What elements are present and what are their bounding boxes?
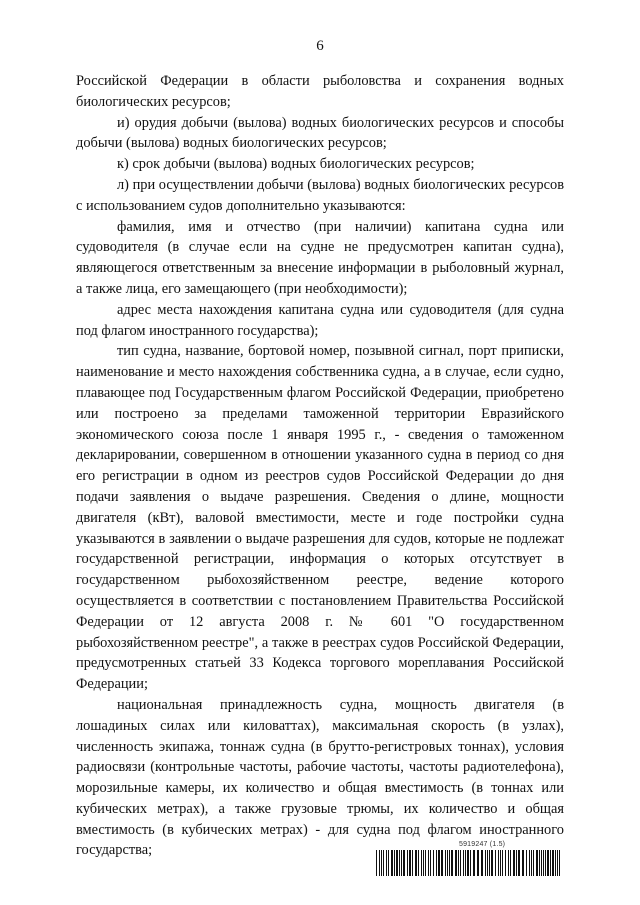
paragraph: л) при осуществлении добычи (вылова) водных биологических ресурсов с использованием судов дополнительно указываются:: [76, 176, 564, 214]
paragraph: Российской Федерации в области рыболовства и сохранения водных биологических ресурсов;: [76, 73, 564, 110]
paragraph: и) орудия добычи (вылова) водных биологических ресурсов и способы добычи (вылова) водных биологических ресурсов;: [76, 114, 564, 152]
paragraph: тип судна, название, бортовой номер, позывной сигнал, порт приписки, наименование и место нахождения собственника судна, а в случае, если судно, плавающее под Государственным флагом Российской Федерации, приобретено или построено за пределами таможенной территории Евразийского экономического союза после 1 января 1995 г., - сведения о таможенном декларировании, совершенном в отношении указанного судна в период со дня его регистрации в одном из реестров судов Российской Федерации до дня подачи заявления о выдаче разрешения. Сведения о длине, мощности двигателя (кВт), валовой вместимости, месте и годе постройки судна указываются в заявлении о выдаче разрешения для судов, которые не подлежат государственной регистрации, информация о которых отсутствует в государственном рыбохозяйственном реестре, ведение которого осуществляется в соответствии с постановлением Правительства Российской Федерации от 12 августа 2008 г. № 601 "О государственном рыбохозяйственном реестре", а также в реестрах судов Российской Федерации, предусмотренных статьей 33 Кодекса торгового мореплавания Российской Федерации;: [76, 343, 564, 693]
barcode-graphic: [376, 850, 562, 876]
barcode-icon: [376, 850, 562, 876]
paragraph: национальная принадлежность судна, мощность двигателя (в лошадиных силах или киловаттах), максимальная скорость (в узлах), численность экипажа, тоннаж судна (в брутто-регистровых тоннах), условия радиосвязи (контрольные частоты, рабочие частоты, частоты радиотелефона), морозильные камеры, их количество и общая вместимость (в тоннах или кубических метрах), а также грузовые трюмы, их количество и общая вместимость (в кубических метрах) - для судна под флагом иностранного государства;: [76, 696, 564, 859]
paragraph: адрес места нахождения капитана судна или судоводителя (для судна под флагом иностранного государства);: [76, 301, 564, 339]
paragraph: к) срок добычи (вылова) водных биологических ресурсов;: [117, 156, 475, 173]
paragraph: фамилия, имя и отчество (при наличии) капитана судна или судоводителя (в случае если на судне не предусмотрен капитан судна), являющегося ответственным за внесение информации в рыболовный журнал, а также лица, его замещающего (при необходимости);: [76, 218, 564, 297]
page-number: 6: [316, 38, 324, 54]
document-code: 5919247 (1.5): [459, 841, 506, 848]
document-body: [76, 71, 564, 861]
